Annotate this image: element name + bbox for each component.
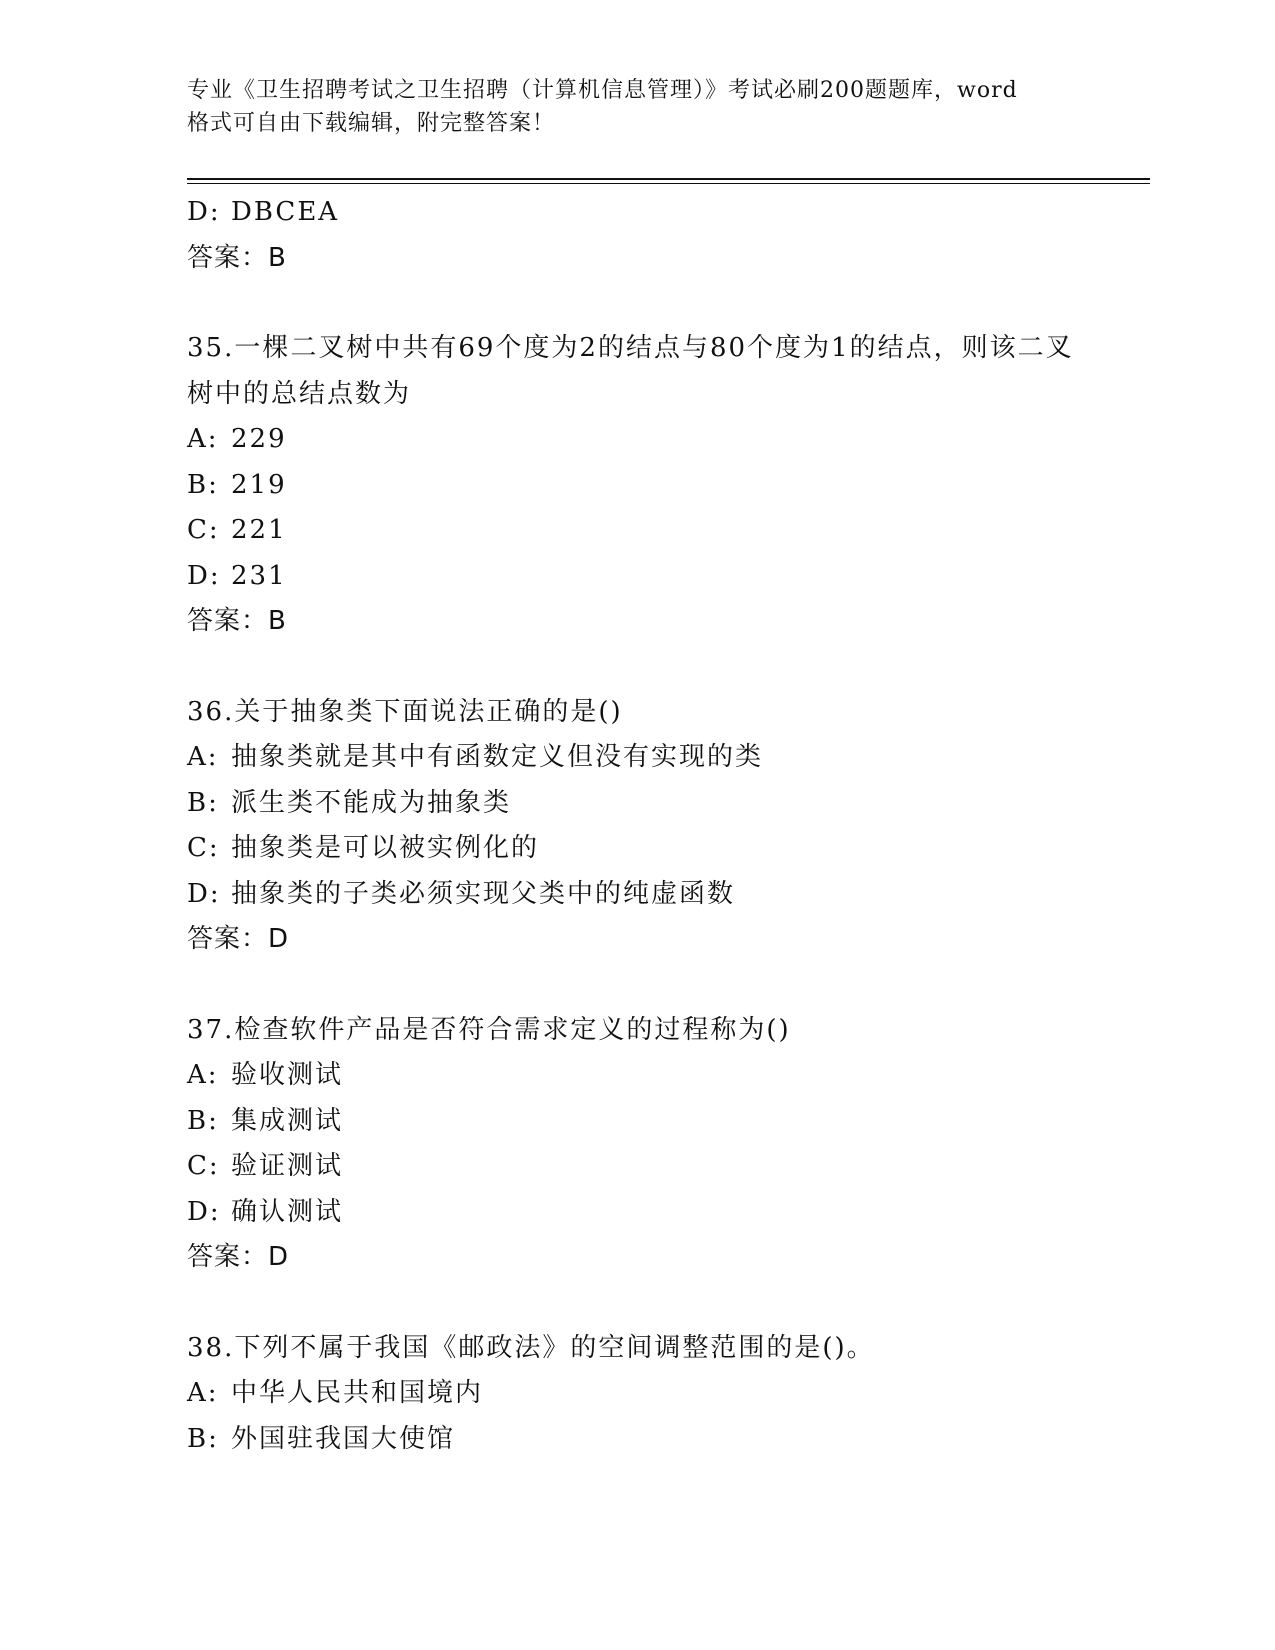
option-label: A: xyxy=(187,1060,219,1090)
header-divider xyxy=(187,178,1150,184)
spacer xyxy=(187,281,1150,326)
option-label: C: xyxy=(187,515,220,545)
option-c xyxy=(187,508,1150,554)
option-text: 抽象类就是其中有函数定义但没有实现的类 xyxy=(231,742,764,772)
header-title-line-1: 专业《卫生招聘考试之卫生招聘（计算机信息管理）》考试必刷200题题库，word xyxy=(187,78,1018,103)
option-c xyxy=(187,1144,1150,1190)
option-text: 外国驻我国大使馆 xyxy=(231,1423,456,1454)
option-text: 抽象类是可以被实例化的 xyxy=(231,833,540,863)
answer-line: 答案：D xyxy=(187,924,290,954)
option-label: B: xyxy=(187,1105,219,1136)
option-b xyxy=(187,1099,1150,1145)
option-text: 221 xyxy=(231,515,287,545)
option-text: 确认测试 xyxy=(231,1196,344,1227)
option-label: C: xyxy=(187,833,220,863)
option-text: 中华人民共和国境内 xyxy=(231,1378,484,1408)
option-label: A: xyxy=(187,742,219,772)
option-d xyxy=(187,190,1150,236)
option-text: 验证测试 xyxy=(231,1151,344,1181)
option-a xyxy=(187,1053,1150,1099)
option-d xyxy=(187,872,1150,918)
option-text: 抽象类的子类必须实现父类中的纯虚函数 xyxy=(231,878,736,909)
option-label: D: xyxy=(187,1196,221,1227)
option-text: 集成测试 xyxy=(231,1105,344,1136)
spacer xyxy=(187,1281,1150,1326)
option-label: C: xyxy=(187,1151,220,1181)
option-text: 229 xyxy=(231,424,287,454)
option-label: A: xyxy=(187,1378,219,1408)
option-a xyxy=(187,1371,1150,1417)
answer-line: 答案：D xyxy=(187,1242,290,1272)
option-b xyxy=(187,1417,1150,1463)
option-text: 219 xyxy=(231,469,287,500)
option-text: 验收测试 xyxy=(231,1060,344,1090)
question-stem-38: 38.下列不属于我国《邮政法》的空间调整范围的是()。 xyxy=(187,1332,875,1363)
question-stem-35: 35.一棵二叉树中共有69个度为2的结点与80个度为1的结点，则该二叉树中的总结点数为 xyxy=(187,333,1074,409)
answer-line: 答案：B xyxy=(187,606,287,636)
option-label: A: xyxy=(187,424,219,454)
header-title-line-2: 格式可自由下载编辑，附完整答案！ xyxy=(187,111,556,136)
page-header xyxy=(187,74,1087,140)
question-stem-37: 37.检查软件产品是否符合需求定义的过程称为() xyxy=(187,1014,791,1045)
option-label: D: xyxy=(187,560,221,591)
option-a xyxy=(187,735,1150,781)
option-label: D: xyxy=(187,197,221,227)
option-text: 派生类不能成为抽象类 xyxy=(231,787,512,818)
option-label: B: xyxy=(187,787,219,818)
option-d xyxy=(187,1190,1150,1236)
option-b xyxy=(187,463,1150,509)
option-text: DBCEA xyxy=(231,197,340,227)
question-stem-36: 36.关于抽象类下面说法正确的是() xyxy=(187,696,623,727)
question-list xyxy=(187,190,1150,1462)
option-text: 231 xyxy=(231,560,287,591)
option-c xyxy=(187,826,1150,872)
option-a xyxy=(187,417,1150,463)
option-label: B: xyxy=(187,1423,219,1454)
spacer xyxy=(187,963,1150,1008)
option-label: B: xyxy=(187,469,219,500)
answer-line: 答案：B xyxy=(187,242,287,273)
option-label: D: xyxy=(187,878,221,909)
spacer xyxy=(187,645,1150,690)
option-d xyxy=(187,554,1150,600)
option-b xyxy=(187,781,1150,827)
